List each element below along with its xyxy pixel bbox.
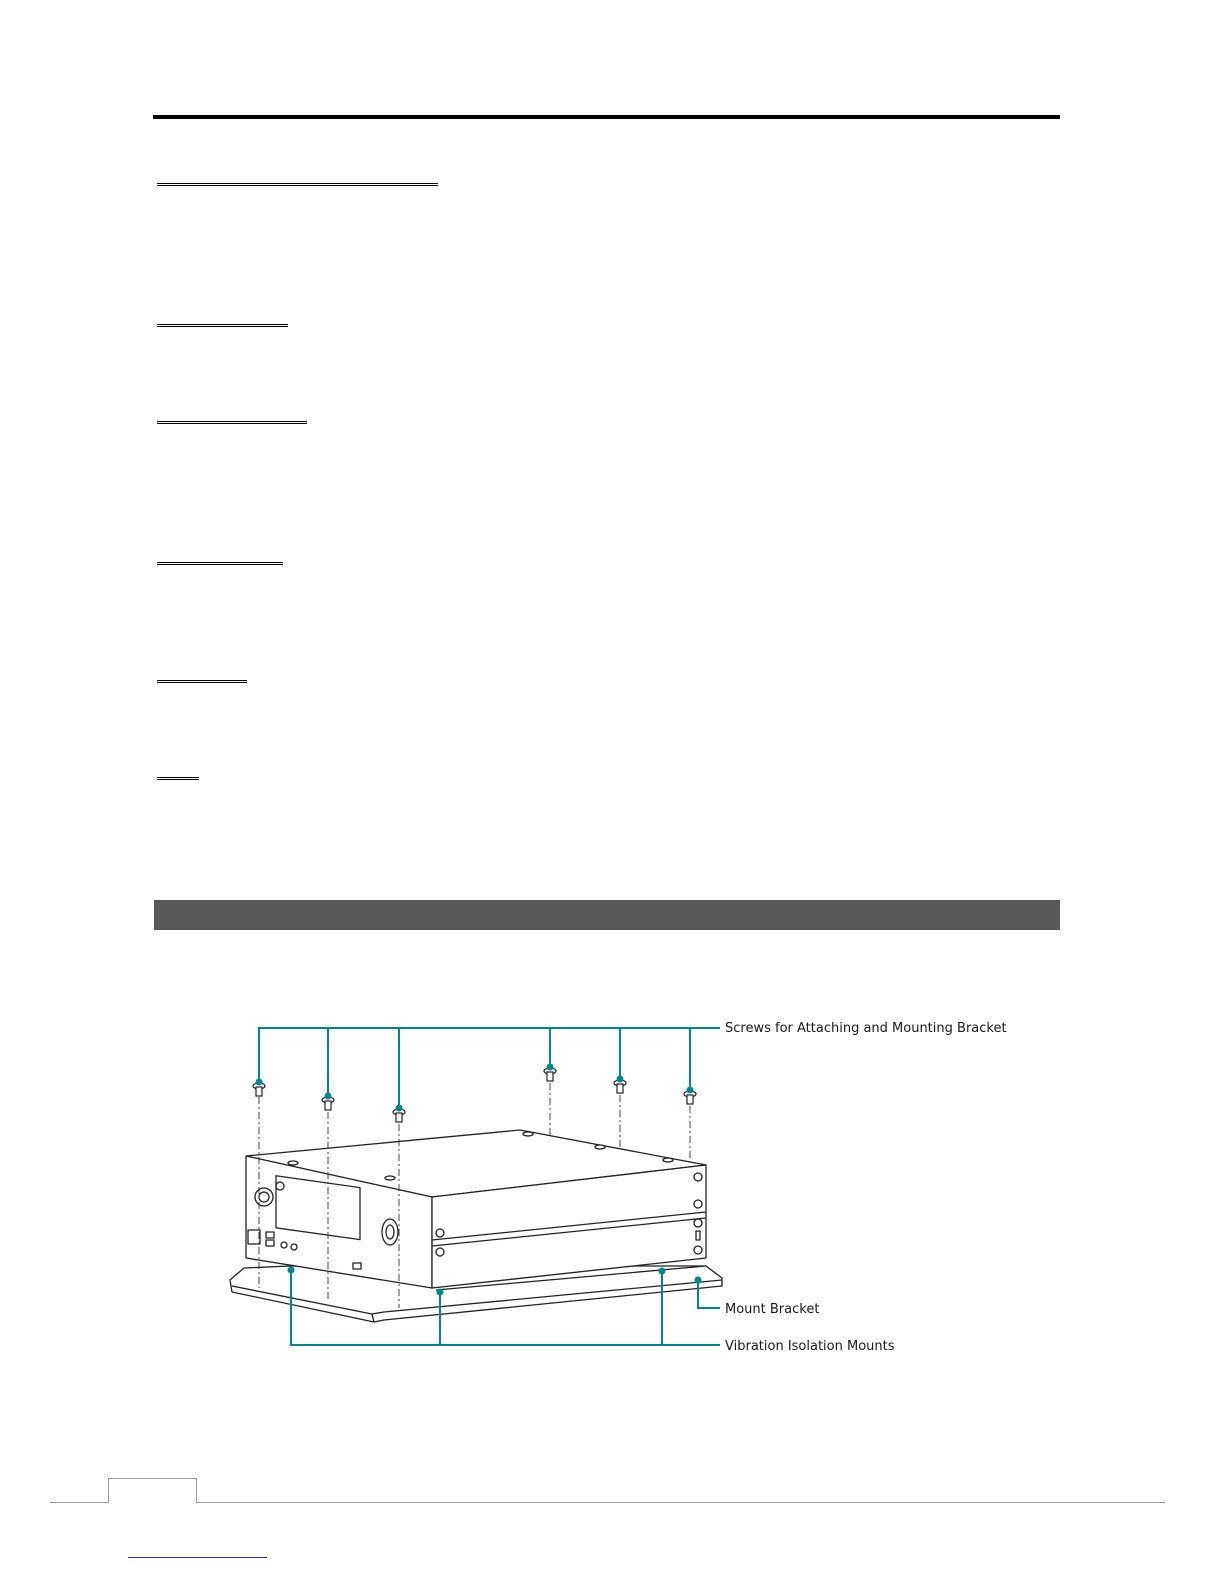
page-number-tab — [108, 1478, 197, 1503]
recorder-unit — [246, 1130, 706, 1290]
footer-link-underline[interactable] — [128, 1557, 267, 1558]
screws — [253, 1068, 696, 1122]
vibration-mounts-label: Vibration Isolation Mounts — [725, 1339, 895, 1354]
footer-rule — [50, 1502, 1165, 1503]
screws-label: Screws for Attaching and Mounting Bracket — [725, 1021, 1007, 1036]
mount-bracket-label: Mount Bracket — [725, 1302, 820, 1317]
